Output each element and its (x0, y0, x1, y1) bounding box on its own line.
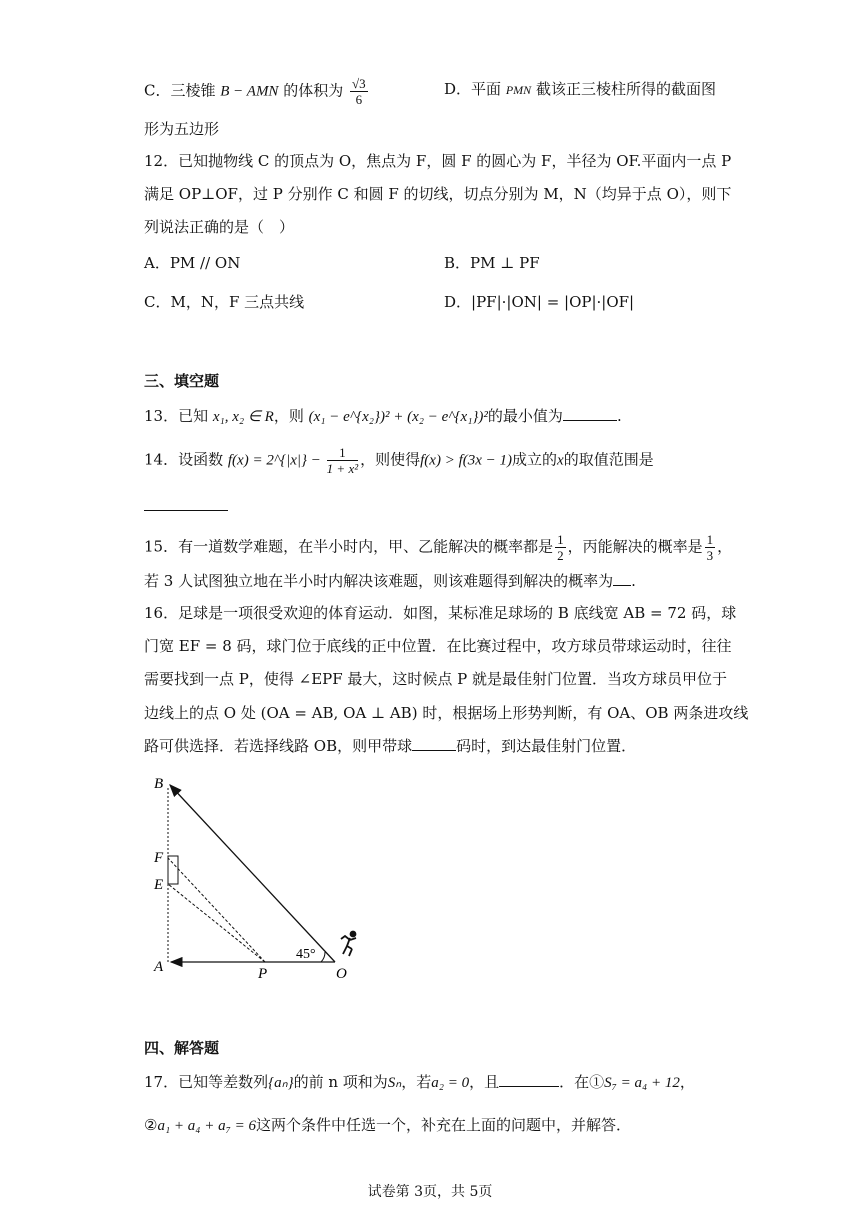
q11-optc-expr: B − AMN (220, 83, 279, 100)
label-a: A (154, 959, 164, 975)
line-pf (168, 858, 265, 962)
q17-line-1 (144, 1071, 695, 1094)
q14-var: x (557, 452, 564, 469)
q11-frac-num: √3 (352, 76, 366, 91)
q13-prefix: 13．已知 (144, 407, 213, 425)
q17-part4: ，且 (469, 1073, 500, 1091)
q14 (144, 445, 654, 476)
q13-condition: x₁, x₂ ∈ R (212, 409, 274, 425)
q14-inequality: f(x) > f(3x − 1) (420, 452, 513, 469)
q16-line-3: 需要找到一点 P，使得 ∠EPF 最大，这时候点 P 就是最佳射门位置．当攻方球员甲位于 (144, 670, 728, 688)
q17-option-2: a₁ + a₄ + a₇ = 6 (157, 1118, 256, 1134)
q12-line-1: 12．已知抛物线 C 的顶点为 O，焦点为 F，圆 F 的圆心为 F，半径为 OF.平面内一点 P (144, 152, 732, 170)
q14-end: 的取值范围是 (563, 450, 654, 469)
q15-part1: 15．有一道数学难题，在半小时内，甲、乙能解决的概率都是 (144, 537, 554, 556)
q11-option-d-continued: 形为五边形 (144, 120, 220, 138)
q17-option-1: S₇ = a₄ + 12 (604, 1075, 680, 1091)
q12-option-c: C．M，N，F 三点共线 (144, 293, 305, 311)
q17-sn: Sₙ (387, 1075, 402, 1091)
q17-answer-blank[interactable] (499, 1072, 559, 1087)
q14-frac-num: 1 (327, 445, 358, 461)
angle-label: 45° (296, 947, 316, 962)
q11-optd-prefix: D．平面 (444, 80, 502, 98)
q16-answer-blank[interactable] (412, 736, 456, 751)
q12-line-3: 列说法正确的是（ ） (144, 218, 295, 236)
figure-svg (140, 768, 380, 988)
q15-part2: ，丙能解决的概率是 (567, 537, 703, 556)
section-4-title: 四、解答题 (144, 1039, 220, 1057)
q17-part5: ．在① (559, 1073, 605, 1091)
q11-optc-mid: 的体积为 (283, 81, 344, 100)
label-p: P (258, 966, 268, 982)
q16-line-5 (144, 735, 636, 757)
q12-line-2: 满足 OP⊥OF，过 P 分别作 C 和圆 F 的切线，切点分别为 M，N（均异于点 O），则下 (144, 185, 732, 203)
q16-line5a: 路可供选择．若选择线路 OB，则甲带球 (144, 737, 413, 755)
q13-expression: (x₁ − e^{x₂})² + (x₂ − e^{x₁})² (308, 409, 488, 425)
q13-end: . (616, 407, 622, 425)
q17-line2a: ② (144, 1116, 158, 1134)
q13-answer-blank[interactable] (563, 406, 617, 421)
q17-part6: ， (679, 1073, 695, 1091)
q14-suffix: 成立的 (512, 450, 558, 469)
q11-optd-expr: PMN (505, 83, 532, 97)
q13-suffix: 的最小值为 (487, 407, 563, 425)
q15-line-2 (144, 570, 636, 592)
q17-part3: ，若 (401, 1073, 432, 1091)
q17-part2: 的前 n 项和为 (293, 1073, 388, 1091)
q12-option-d: D．|PF|·|ON| = |OP|·|OF| (444, 293, 635, 311)
angle-arc (321, 952, 325, 962)
q17-line2b: 这两个条件中任选一个，补充在上面的问题中，并解答． (255, 1116, 631, 1134)
q17-sequence: {aₙ} (268, 1075, 294, 1091)
soccer-field-figure (140, 768, 380, 988)
q15-third-num: 1 (706, 532, 714, 547)
q14-answer-blank[interactable] (144, 495, 228, 517)
q15-line-1 (144, 532, 732, 563)
label-f: F (154, 850, 164, 866)
q12-option-a: A．PM // ON (144, 254, 241, 272)
q15-third (705, 532, 716, 563)
q11-optd-rest: 截该正三棱柱所得的截面图 (535, 80, 716, 98)
label-b: B (154, 776, 164, 792)
q15-line2-text: 若 3 人试图独立地在半小时内解决该难题，则该难题得到解决的概率为 (144, 572, 614, 590)
q14-prefix: 14．设函数 (144, 450, 224, 469)
runner-icon (341, 932, 356, 957)
page-footer: 试卷第 3页，共 5页 (367, 1184, 493, 1200)
q11-frac-den: 6 (355, 92, 363, 107)
label-o: O (336, 966, 347, 982)
q16-line5b: 码时，到达最佳射门位置． (456, 737, 637, 755)
q14-mid: ，则使得 (360, 450, 421, 469)
q15-answer-blank[interactable] (613, 571, 631, 586)
q14-blank-line[interactable] (144, 496, 228, 511)
goal-box (168, 856, 178, 884)
q14-fraction (327, 445, 358, 476)
q14-frac-den: 1 + x² (326, 461, 359, 476)
q16-line-2: 门宽 EF = 8 码，球门位于底线的正中位置．在比赛过程中，攻方球员带球运动时，往往 (144, 637, 732, 655)
q16-line-1: 16．足球是一项很受欢迎的体育运动．如图，某标准足球场的 B 底线宽 AB = 72 码，球 (144, 604, 737, 622)
q11-option-d (444, 78, 716, 101)
q13 (144, 405, 622, 428)
q12-option-b: B．PM ⊥ PF (444, 254, 540, 272)
section-3-title: 三、填空题 (144, 372, 220, 390)
line-ob (170, 785, 335, 962)
q15-line2-end: . (631, 572, 636, 590)
q15-half-num: 1 (557, 532, 564, 547)
q17-part1: 17．已知等差数列 (144, 1073, 269, 1091)
q17-line-2 (144, 1114, 631, 1137)
q14-function: f(x) = 2^{|x|} − (227, 452, 325, 469)
q16-line-4: 边线上的点 O 处 (OA = AB, OA ⊥ AB) 时，根据场上形势判断，有 OA、OB 两条进攻线 (144, 704, 749, 722)
q11-volume-fraction (350, 76, 368, 107)
q11-option-c (144, 76, 370, 107)
q15-third-den: 3 (706, 548, 714, 563)
q17-condition: a₂ = 0 (431, 1075, 470, 1091)
line-pe (168, 884, 265, 962)
q15-part3: ， (717, 537, 733, 556)
q15-half (555, 532, 566, 563)
q11-optc-prefix: C．三棱锥 (144, 81, 216, 100)
q13-mid: ，则 (273, 407, 309, 425)
label-e: E (154, 877, 164, 893)
q15-half-den: 2 (557, 548, 564, 563)
